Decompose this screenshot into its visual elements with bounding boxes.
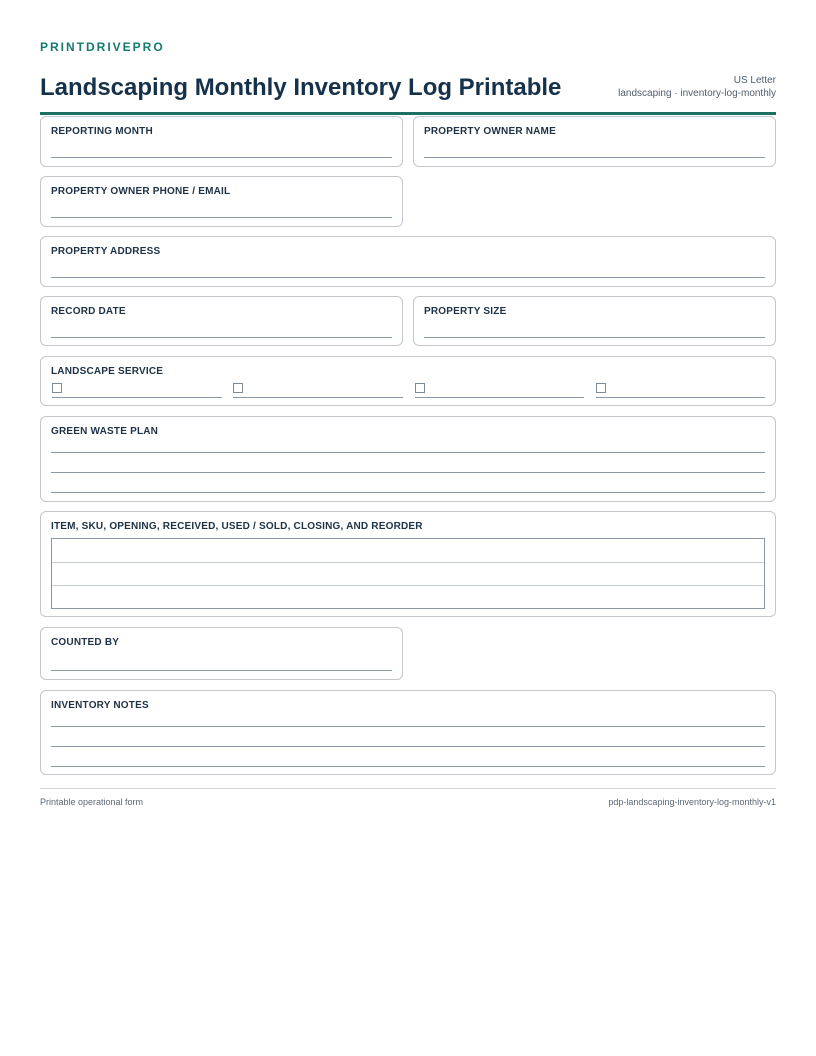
checkbox-icon[interactable] <box>596 383 606 393</box>
inventory-table-label: ITEM, SKU, OPENING, RECEIVED, USED / SOLD, CLOSING, AND REORDER <box>51 521 423 532</box>
record-date-label: RECORD DATE <box>51 306 126 317</box>
record-date-field[interactable] <box>40 296 403 346</box>
property-owner-name-field[interactable] <box>413 116 776 167</box>
property-owner-name-label: PROPERTY OWNER NAME <box>424 126 556 137</box>
inventory-notes-line-1[interactable] <box>51 726 765 727</box>
reporting-month-field[interactable] <box>40 116 403 167</box>
green-waste-plan-line-2[interactable] <box>51 472 765 473</box>
counted-by-field[interactable] <box>40 627 403 680</box>
service-option-2-line <box>233 397 403 398</box>
service-option-1-line <box>52 397 222 398</box>
reporting-month-write-line[interactable] <box>51 157 392 158</box>
property-size-label: PROPERTY SIZE <box>424 306 507 317</box>
service-option-3[interactable] <box>415 383 584 399</box>
brand-logo-text: PRINTDRIVEPRO <box>40 40 165 54</box>
form-tags: landscaping · inventory-log-monthly <box>618 88 776 99</box>
property-owner-name-write-line[interactable] <box>424 157 765 158</box>
property-address-label: PROPERTY ADDRESS <box>51 246 161 257</box>
footer-form-type: Printable operational form <box>40 797 144 807</box>
checkbox-icon[interactable] <box>52 383 62 393</box>
green-waste-plan-line-3[interactable] <box>51 492 765 493</box>
inventory-notes-field[interactable] <box>40 690 776 775</box>
footer-form-id: pdp-landscaping-inventory-log-monthly-v1 <box>608 797 776 807</box>
checkbox-icon[interactable] <box>233 383 243 393</box>
inventory-notes-line-2[interactable] <box>51 746 765 747</box>
owner-contact-label: PROPERTY OWNER PHONE / EMAIL <box>51 186 231 197</box>
page-header <box>40 54 776 115</box>
service-option-3-line <box>415 397 584 398</box>
footer-divider <box>40 788 776 789</box>
property-address-field[interactable] <box>40 236 776 287</box>
service-option-1[interactable] <box>52 383 222 399</box>
green-waste-plan-label: GREEN WASTE PLAN <box>51 426 159 437</box>
service-option-4-line <box>596 397 765 398</box>
table-row-divider <box>52 585 764 586</box>
inventory-table-section <box>40 511 776 617</box>
reporting-month-label: REPORTING MONTH <box>51 126 153 137</box>
service-option-4[interactable] <box>596 383 765 399</box>
record-date-write-line[interactable] <box>51 337 392 338</box>
owner-contact-field[interactable] <box>40 176 403 227</box>
inventory-table <box>51 538 765 609</box>
green-waste-plan-field[interactable] <box>40 416 776 502</box>
landscape-service-label: LANDSCAPE SERVICE <box>51 366 164 377</box>
checkbox-icon[interactable] <box>415 383 425 393</box>
landscape-service-field <box>40 356 776 406</box>
form-page <box>40 40 776 115</box>
green-waste-plan-line-1[interactable] <box>51 452 765 453</box>
property-address-write-line[interactable] <box>51 277 765 278</box>
service-option-2[interactable] <box>233 383 403 399</box>
header-meta <box>618 74 776 100</box>
paper-size: US Letter <box>733 75 776 86</box>
counted-by-write-line[interactable] <box>51 670 392 671</box>
inventory-notes-label: INVENTORY NOTES <box>51 700 149 711</box>
page-title: Landscaping Monthly Inventory Log Printable <box>40 74 562 101</box>
counted-by-label: COUNTED BY <box>51 637 120 648</box>
property-size-write-line[interactable] <box>424 337 765 338</box>
owner-contact-write-line[interactable] <box>51 217 392 218</box>
table-row-divider <box>52 562 764 563</box>
inventory-notes-line-3[interactable] <box>51 766 765 767</box>
property-size-field[interactable] <box>413 296 776 346</box>
